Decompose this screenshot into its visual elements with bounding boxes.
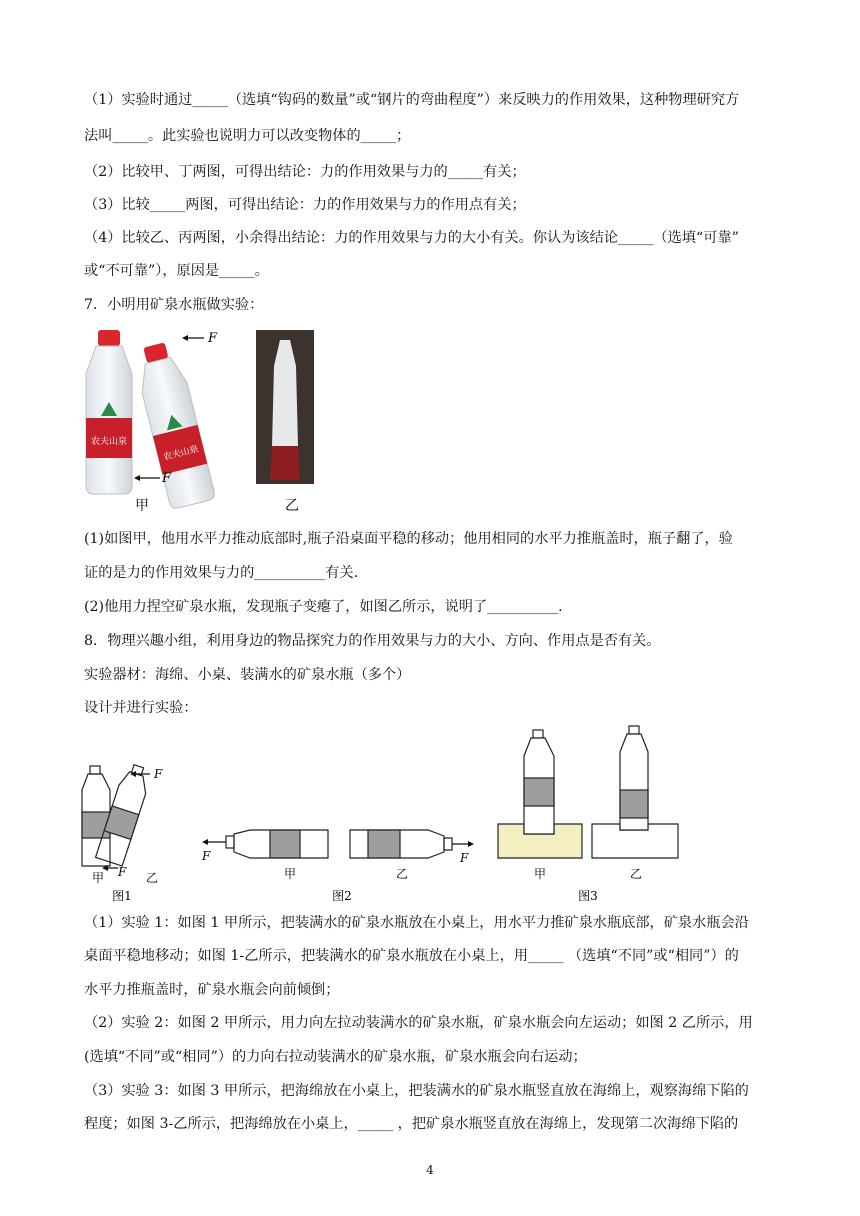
svg-text:F: F bbox=[118, 865, 127, 879]
exp2-line2: (选填“不同”或“相同”）的力向右拉动装满水的矿泉水瓶，矿泉水瓶会向右运动； bbox=[84, 1049, 587, 1065]
fig2-caption: 图2 bbox=[332, 889, 352, 903]
fig2-label-jia: 甲 bbox=[283, 867, 297, 881]
brand-label-2: 农夫山泉 bbox=[162, 444, 200, 463]
fig2-force-right bbox=[452, 841, 474, 865]
q6-sub4-line2: 或“不可靠”），原因是_____。 bbox=[84, 263, 269, 279]
question-7: 7．小明用矿泉水瓶做实验： bbox=[84, 297, 264, 313]
photo-label-yi: 乙 bbox=[285, 498, 299, 514]
fig1-label-yi: 乙 bbox=[145, 871, 159, 885]
q6-sub3: （3）比较_____两图，可得出结论：力的作用效果与力的作用点有关； bbox=[84, 197, 526, 213]
fig2-bottle-yi bbox=[350, 830, 452, 858]
q8-design: 设计并进行实验： bbox=[84, 700, 198, 716]
svg-text:F: F bbox=[460, 851, 469, 865]
page-number: 4 bbox=[426, 1163, 434, 1177]
q6-sub1-line2: 法叫_____。此实验也说明力可以改变物体的_____； bbox=[84, 128, 411, 144]
q7-sub1-line1: (1)如图甲，他用水平力推动底部时,瓶子沿桌面平稳的移动；他用相同的水平力推瓶盖时，瓶子翻了，验 bbox=[84, 531, 733, 547]
exp3-line2: 程度；如图 3-乙所示，把海绵放在小桌上，_____ ，把矿泉水瓶竖直放在海绵上，发现第二次海绵下陷的 bbox=[84, 1116, 739, 1132]
q6-sub4-line1: （4）比较乙、丙两图，小余得出结论：力的作用效果与力的大小有关。你认为该结论_____（选填“可靠” bbox=[84, 230, 739, 246]
q7-sub1-line2: 证的是力的作用效果与力的__________有关. bbox=[84, 565, 359, 581]
svg-text:F: F bbox=[154, 767, 163, 781]
svg-text:F: F bbox=[202, 849, 211, 863]
fig1-caption: 图1 bbox=[112, 889, 132, 903]
question-8: 8．物理兴趣小组，利用身边的物品探究力的作用效果与力的大小、方向、作用点是否有关。 bbox=[84, 633, 661, 649]
fig1-force-top bbox=[130, 767, 163, 781]
exp1-line1: （1）实验 1：如图 1 甲所示，把装满水的矿泉水瓶放在小桌上，用水平力推矿泉水瓶底部，矿泉水瓶会沿 bbox=[84, 915, 749, 931]
fig1-force-bottom bbox=[102, 865, 127, 879]
exp3-line1: （3）实验 3：如图 3 甲所示，把海绵放在小桌上，把装满水的矿泉水瓶竖直放在海绵上，观察海绵下陷的 bbox=[84, 1083, 749, 1099]
q6-sub2: （2）比较甲、丁两图，可得出结论：力的作用效果与力的_____有关； bbox=[84, 164, 526, 180]
fig3-label-yi: 乙 bbox=[629, 867, 643, 881]
fig3-bottle-jia bbox=[524, 730, 554, 834]
fig3-bottle-yi bbox=[620, 726, 648, 830]
bottle-photo-figure bbox=[84, 326, 324, 516]
exp1-line2: 桌面平稳地移动；如图 1-乙所示，把装满水的矿泉水瓶放在小桌上，用_____ （选填“不同”或“相同”）的 bbox=[84, 948, 739, 964]
fig1-label-jia: 甲 bbox=[91, 871, 105, 885]
force-arrow-bottom bbox=[134, 471, 172, 486]
fig1-bottle-jia bbox=[82, 766, 110, 866]
photo-label-jia: 甲 bbox=[135, 498, 149, 514]
photo-bottle-tilted bbox=[132, 339, 216, 509]
svg-text:F: F bbox=[162, 471, 172, 486]
exp2-line1: （2）实验 2：如图 2 甲所示，用力向左拉动装满水的矿泉水瓶，矿泉水瓶会向左运动；如图 2 乙所示，用 bbox=[84, 1015, 753, 1031]
fig2-force-left bbox=[201, 839, 226, 863]
photo-squeezed-bottle bbox=[256, 330, 314, 484]
exp1-line3: 水平力推瓶盖时，矿泉水瓶会向前倾倒； bbox=[84, 982, 340, 998]
fig2-bottle-jia bbox=[226, 830, 328, 858]
experiment-diagram bbox=[78, 724, 690, 910]
fig2-label-yi: 乙 bbox=[395, 867, 409, 881]
photo-bottle-upright bbox=[86, 330, 132, 494]
svg-text:F: F bbox=[208, 331, 218, 346]
fig3-label-jia: 甲 bbox=[533, 867, 547, 881]
q6-sub1-line1: （1）实验时通过_____（选填“钩码的数量”或“钢片的弯曲程度”）来反映力的作用效果，这种物理研究方 bbox=[84, 92, 740, 108]
force-arrow-top bbox=[182, 331, 218, 346]
q7-sub2: (2)他用力捏空矿泉水瓶，发现瓶子变瘪了，如图乙所示，说明了__________. bbox=[84, 599, 563, 615]
fig3-caption: 图3 bbox=[578, 889, 598, 903]
brand-label-1: 农夫山泉 bbox=[90, 437, 128, 447]
q8-equipment: 实验器材：海绵、小桌、装满水的矿泉水瓶（多个） bbox=[84, 667, 411, 683]
